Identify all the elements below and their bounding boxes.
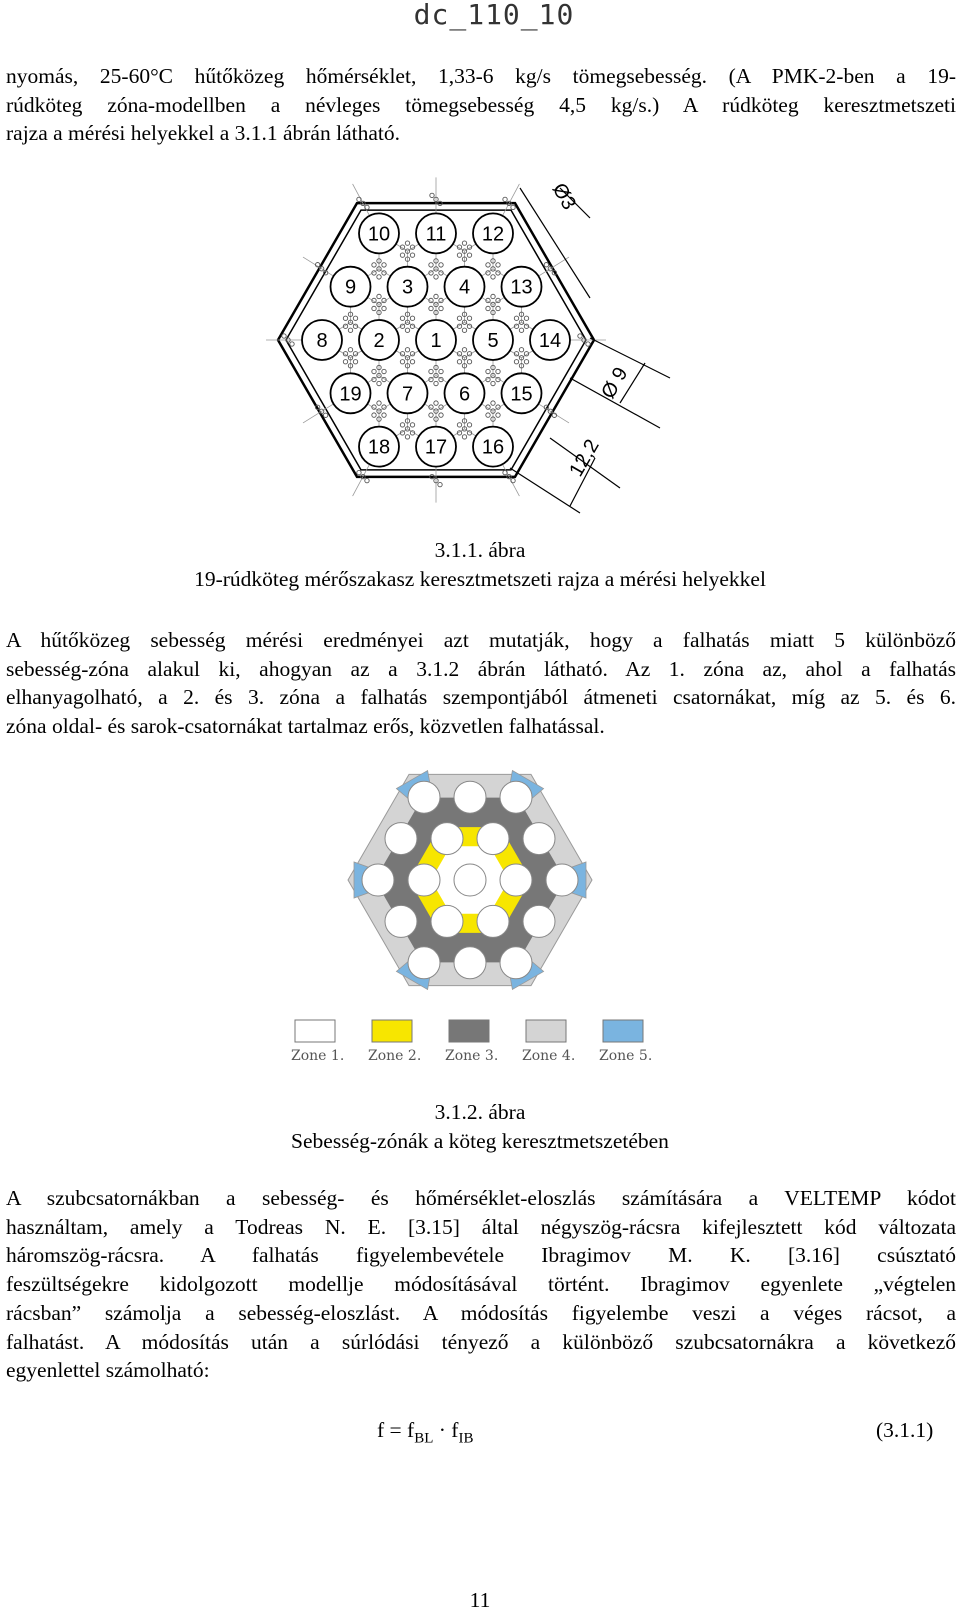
paragraph-veltemp (6, 1184, 956, 1385)
legend-label-zone-1: Zone 1. (291, 1048, 345, 1064)
legend-label-zone-4: Zone 4. (522, 1048, 576, 1064)
measurement-point (503, 197, 507, 201)
eq-f: f = f (377, 1418, 415, 1442)
rod-circle (546, 864, 578, 896)
rod-number-label: 18 (367, 436, 391, 459)
rod-number-label: 16 (481, 436, 505, 459)
rod-number-label: 4 (458, 276, 471, 299)
text-line: rúdköteg zóna-modellben a névleges tömegsebesség 4,5 kg/s.) A rúdköteg keresztmetszeti (6, 92, 956, 117)
paragraph-intro (6, 62, 956, 148)
figure1-caption-number: 3.1.1. ábra (434, 538, 526, 562)
text-line: elhanyagolható, a 2. és 3. zóna a falhatás szempontjából átmeneti csatornákat, míg az 5. és 6. (6, 685, 956, 710)
rod-number-label: 3 (401, 276, 414, 299)
rod-circle (362, 864, 394, 896)
measurement-point (365, 478, 369, 482)
eq-sub-ib: IB (458, 1430, 474, 1447)
equation-expression (377, 1418, 473, 1447)
rod-number-label: 14 (538, 330, 562, 352)
rod-circle (523, 823, 555, 855)
rod-circle (385, 905, 417, 937)
velocity-zones-figure (280, 760, 680, 1070)
dimension-line (510, 468, 580, 513)
rod-number-label: 12 (481, 223, 505, 246)
rod-number-label: 11 (425, 223, 447, 246)
legend-swatch-zone-4 (526, 1020, 566, 1042)
dimension-label-d3: Ø3 (547, 179, 581, 214)
rod-circle (454, 947, 486, 979)
text-line: falhatást. A módosítás után a súrlódási tényező a különböző szubcsatornákra a következő (6, 1329, 956, 1354)
equation-3-1-1 (0, 1418, 960, 1452)
text-line: rajza a mérési helyekkel a 3.1.1 ábrán látható. (6, 121, 400, 146)
rod-circle (477, 823, 509, 855)
measurement-point (430, 193, 434, 197)
text-line: A hűtőközeg sebesség mérési eredményei azt mutatják, hogy a falhatás miatt 5 különböző (6, 628, 956, 652)
text-line: sebesség-zóna alakul ki, ahogyan az a 3.1.2 ábrán látható. Az 1. zóna az, ahol a falhatás (6, 656, 956, 681)
page-number: 11 (469, 1588, 491, 1612)
rod-circle (408, 781, 440, 813)
figure2-caption-text: Sebesség-zónák a köteg keresztmetszetében (291, 1129, 669, 1153)
legend-label-zone-2: Zone 2. (368, 1048, 422, 1064)
rod-number-label: 15 (510, 383, 533, 406)
rod-circle (408, 864, 440, 896)
rod-number-label: 9 (344, 276, 357, 299)
legend-label-zone-3: Zone 3. (445, 1048, 499, 1064)
legend-swatch-zone-1 (295, 1020, 335, 1042)
legend-swatch-zone-5 (603, 1020, 643, 1042)
rod-circle (500, 947, 532, 979)
rod-number-label: 19 (339, 383, 362, 406)
rod-number-label: 8 (316, 330, 328, 352)
paragraph-velocity-zones (6, 626, 956, 741)
text-line: használtam, amely a Todreas N. E. [3.15] által négyszög-rácsra kifejlesztett kód változata (6, 1214, 956, 1239)
measurement-point (438, 482, 442, 486)
rod-number-label: 10 (367, 223, 391, 246)
text-line: zóna oldal- és sarok-csatornákat tartalmaz erős, közvetlen falhatással. (6, 714, 605, 739)
eq-sub-bl: BL (414, 1430, 434, 1447)
rod-number-label: 17 (424, 436, 448, 459)
rod-number-label: 7 (401, 383, 414, 406)
text-line: nyomás, 25-60°C hűtőközeg hőmérséklet, 1,33-6 kg/s tömegsebesség. (A PMK-2-ben a 19- (6, 64, 956, 88)
dimension-line (590, 338, 670, 378)
text-line: feszültségekre kidolgozott modellje módosításával történt. Ibragimov egyenlete „végtelen (6, 1272, 956, 1297)
rod-circle (408, 947, 440, 979)
equation-number: (3.1.1) (876, 1418, 934, 1442)
rod-circle (477, 905, 509, 937)
legend-label-zone-5: Zone 5. (599, 1048, 653, 1064)
rod-circle (500, 864, 532, 896)
rod-circle (431, 823, 463, 855)
rod-number-label: 2 (373, 330, 385, 352)
text-line: A szubcsatornákban a sebesség- és hőmérséklet-eloszlás számítására a VELTEMP kódot (6, 1186, 956, 1210)
document-code-header: dc_110_10 (413, 0, 575, 31)
rod-circle (431, 905, 463, 937)
text-line: háromszög-rácsra. A falhatás figyelembevétele Ibragimov M. K. [3.16] csúsztató (6, 1243, 956, 1268)
rod-number-label: 1 (430, 330, 442, 352)
legend-swatch-zone-2 (372, 1020, 412, 1042)
text-line: egyenlettel számolható: (6, 1358, 210, 1383)
rod-circle (500, 781, 532, 813)
eq-dot-f: · f (433, 1418, 459, 1442)
legend-swatch-zone-3 (449, 1020, 489, 1042)
text-line: rácsban” számolja a sebesség-eloszlást. A módosítás figyelembe veszi a véges rácsot, a (6, 1300, 956, 1325)
rod-number-label: 5 (487, 330, 499, 352)
rod-circle (454, 864, 486, 896)
rod-bundle-cross-section-figure (260, 168, 680, 518)
figure1-caption-text: 19-rúdköteg mérőszakasz keresztmetszeti rajza a mérési helyekkel (194, 567, 766, 591)
rod-circle (523, 905, 555, 937)
rod-circle (454, 781, 486, 813)
figure2-caption-number: 3.1.2. ábra (434, 1100, 526, 1124)
rod-circle (385, 823, 417, 855)
rod-number-label: 6 (458, 383, 471, 406)
dimension-label-d9: Ø 9 (597, 363, 633, 403)
rod-number-label: 13 (510, 276, 533, 299)
dimension-label-pitch: 12,2 (565, 435, 604, 481)
